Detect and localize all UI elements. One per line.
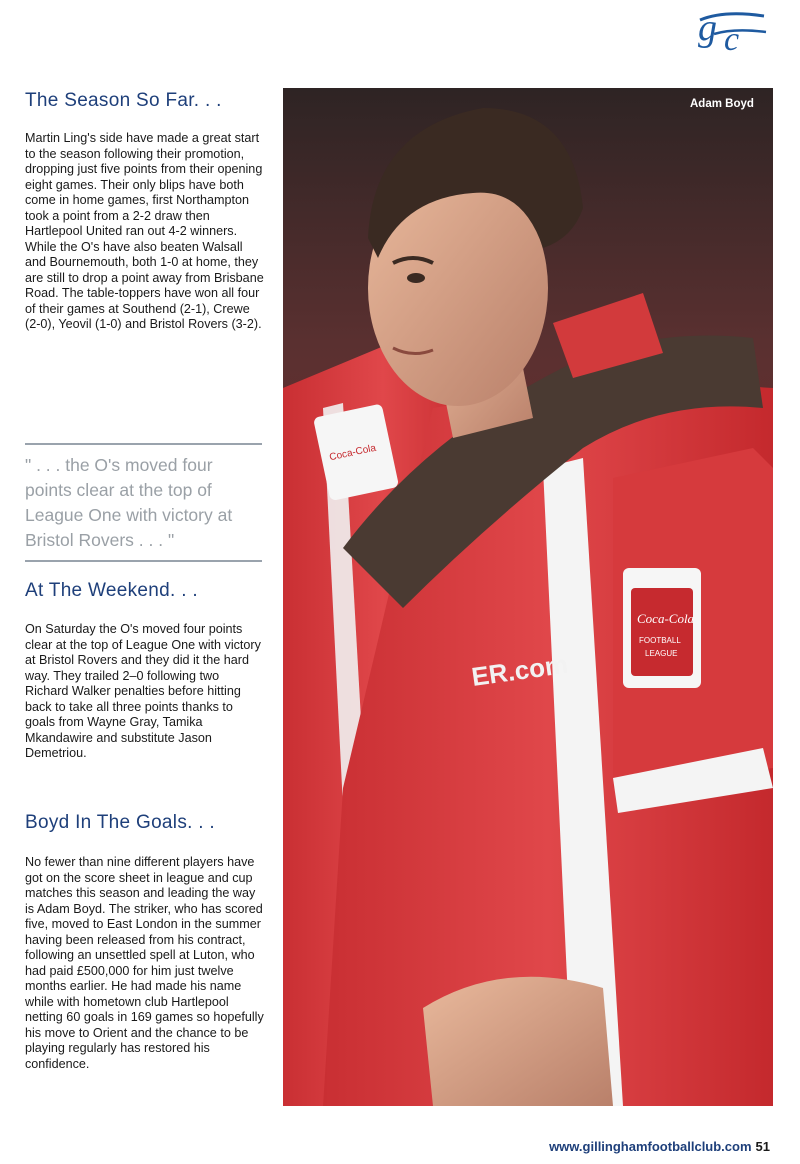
svg-text:g: g [698,7,717,49]
svg-text:LEAGUE: LEAGUE [645,649,678,658]
section-heading: Boyd In The Goals. . . [25,812,216,833]
section-heading: At The Weekend. . . [25,580,198,601]
photo-caption: Adam Boyd [690,98,754,110]
section-boyd-in-the-goals [25,812,265,1072]
website-url[interactable]: www.gillinghamfootballclub.com [549,1139,752,1154]
svg-text:Coca-Cola: Coca-Cola [637,611,695,626]
section-heading: The Season So Far. . . [25,90,222,111]
pull-quote-text: " . . . the O's moved four points clear at the top of League One with victory at Bristol Rovers . . . " [25,455,233,550]
club-monogram-logo [694,6,774,56]
svg-text:Coca-Cola: Coca-Cola [328,442,378,464]
svg-text:FOOTBALL: FOOTBALL [639,636,681,645]
player-photo [283,88,773,1106]
shirt-sponsor-text: ER.com [469,648,570,692]
page-number: 51 [755,1139,770,1154]
article-paragraph: No fewer than nine different players have got on the score sheet in league and cup matches this season and leading the way is Adam Boyd. The striker, who has scored five, moved to East London in the summer having been released from his contract, following an unsettled spell at Luton, who had paid £500,000 for him just twelve months earlier. He had made his name while with hometown club Hartlepool netting 60 goals in 169 games so hopefully his move to Orient and the chance to be playing regularly has restored his confidence. [25,855,264,1071]
svg-text:c: c [724,21,740,56]
section-season-so-far [25,90,265,333]
page-footer [549,1139,770,1154]
section-at-the-weekend [25,580,265,762]
article-paragraph: On Saturday the O's moved four points clear at the top of League One with victory at Bristol Rovers and they did it the hard way. They trailed 2–0 following two Richard Walker penalties before hitting back to take all three points thanks to goals from Wayne Gray, Tamika Mkandawire and substitute Jason Demetriou. [25,622,261,760]
article-paragraph: Martin Ling's side have made a great start to the season following their promotion, dropping just five points from their opening eight games. Their only blips have both come in home games, first Northampton took a point from a 2-2 draw then Hartlepool United ran out 4-2 winners. While the O's have also beaten Walsall and Bournemouth, both 1-0 at home, they are still to drop a point away from Brisbane Road. The table-toppers have won all four of their games at Southend (2-1), Crewe (2-0), Yeovil (1-0) and Bristol Rovers (3-2). [25,131,264,331]
pull-quote [25,443,262,562]
